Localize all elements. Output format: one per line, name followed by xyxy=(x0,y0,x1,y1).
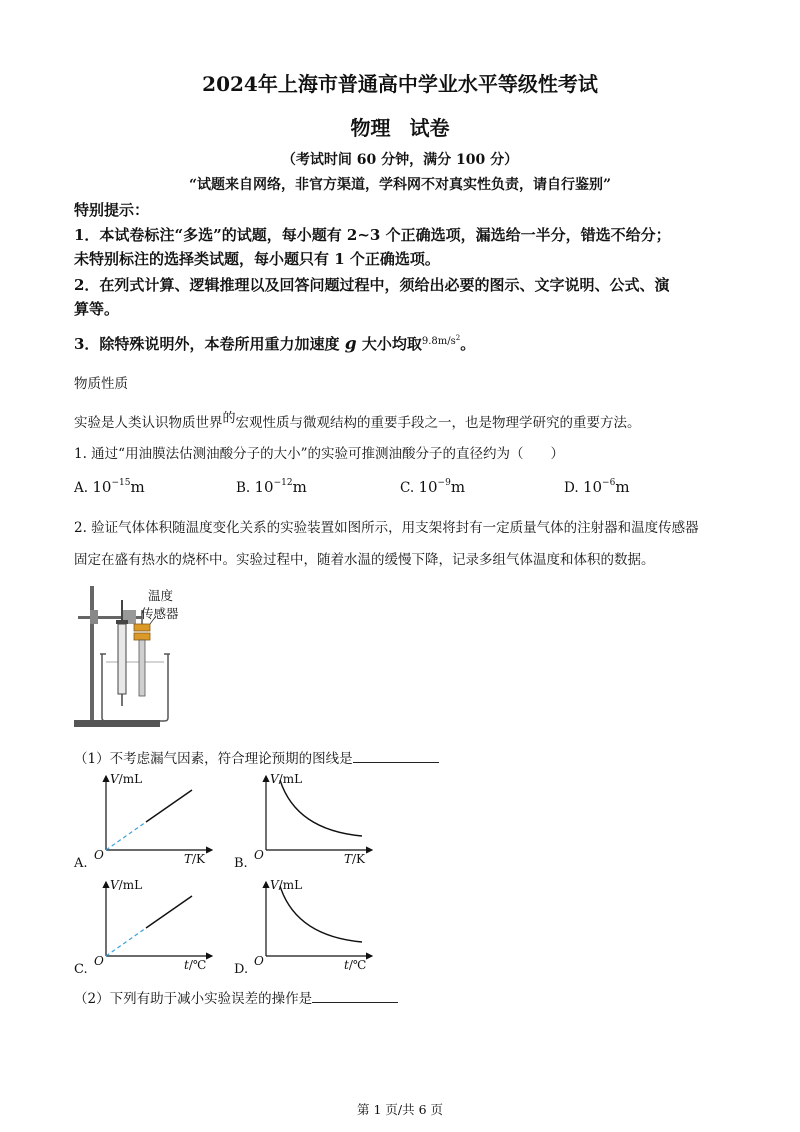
graph-a-y-label: V/mL xyxy=(110,772,143,786)
graph-c-origin: O xyxy=(94,954,104,968)
data-line xyxy=(146,790,192,822)
graph-option-d[interactable] xyxy=(234,876,384,978)
notice-item-2-line-2: 算等。 xyxy=(74,300,120,318)
beaker xyxy=(102,654,168,721)
graph-c-y-label: V/mL xyxy=(110,878,143,892)
page-footer: 第 1 页/共 6 页 xyxy=(356,1102,443,1117)
notice-item-1-line-2: 未特别标注的选择类试题，每小题只有 1 个正确选项。 xyxy=(74,250,440,268)
q2-stem-line-2: 固定在盛有热水的烧杯中。实验过程中，随着水温的缓慢下降，记录多组气体温度和体积的数据。 xyxy=(74,552,655,568)
temperature-sensor xyxy=(134,624,150,631)
notice-item-2-line-1: 2．在列式计算、逻辑推理以及回答问题过程中，须给出必要的图示、文字说明、公式、演 xyxy=(74,276,670,294)
graph-b-y-label: V/mL xyxy=(270,772,303,786)
exam-time-info: （考试时间 60 分钟，满分 100 分） xyxy=(281,152,519,168)
graph-b-letter: B. xyxy=(234,856,248,871)
source-disclaimer: “试题来自网络，非官方渠道，学科网不对真实性负责，请自行鉴别” xyxy=(188,177,612,193)
q1-option-c[interactable]: C. $10^{-9}m$ xyxy=(400,478,466,496)
section-intro: 实验是人类认识物质世界的宏观性质与微观结构的重要手段之一，也是物理学研究的重要方法。 xyxy=(74,411,641,431)
section-title: 物质性质 xyxy=(74,376,128,392)
q2-stem-line-1: 2. 验证气体体积随温度变化关系的实验装置如图所示，用支架将封有一定质量气体的注射器和温度传感器 xyxy=(74,520,699,536)
stand-rod xyxy=(90,586,94,720)
graph-d-x-label: t/℃ xyxy=(344,958,367,972)
hyperbola-curve xyxy=(280,780,362,836)
q2-sub2: （2）下列有助于减小实验误差的操作是 xyxy=(74,987,398,1007)
q1-stem: 1. 通过“用油膜法估测油酸分子的大小”的实验可推测油酸分子的直径约为（ ） xyxy=(74,446,564,462)
graph-option-a[interactable] xyxy=(74,770,224,872)
graph-option-b[interactable] xyxy=(234,770,384,872)
hyperbola-curve xyxy=(280,886,362,942)
graph-a-x-label: T/K xyxy=(184,852,206,866)
q2-sub1: （1）不考虑漏气因素，符合理论预期的图线是 xyxy=(74,747,439,767)
graph-c-letter: C. xyxy=(74,962,88,977)
notice-heading: 特别提示： xyxy=(74,201,150,219)
graph-a-letter: A. xyxy=(74,856,88,871)
notice-item-3: 3．除特殊说明外，本卷所用重力加速度 g 大小均取$^{9.8m/s^2}$。 xyxy=(74,334,476,354)
q1-option-a[interactable]: A. $10^{-15}m$ xyxy=(74,478,145,496)
graph-b-x-label: T/K xyxy=(344,852,366,866)
answer-blank-2[interactable] xyxy=(312,988,398,1003)
answer-blank-1[interactable] xyxy=(353,748,439,763)
sensor-label-line-1: 温度 xyxy=(148,588,174,603)
graph-d-letter: D. xyxy=(234,962,249,977)
exam-title: 2024年上海市普通高中学业水平等级性考试 xyxy=(202,72,598,96)
graph-a-origin: O xyxy=(94,848,104,862)
extrapolation-dashed-line xyxy=(106,822,146,850)
syringe xyxy=(118,624,126,694)
graph-d-y-label: V/mL xyxy=(270,878,303,892)
graph-d-origin: O xyxy=(254,954,264,968)
q1-option-b[interactable]: B. $10^{-12}m$ xyxy=(236,478,307,496)
graph-c-x-label: t/℃ xyxy=(184,958,207,972)
data-line xyxy=(146,896,192,928)
exam-subtitle: 物理 试卷 xyxy=(350,116,450,140)
extrapolation-dashed-line xyxy=(106,928,146,956)
graph-b-origin: O xyxy=(254,848,264,862)
graph-option-c[interactable] xyxy=(74,876,224,978)
apparatus-figure xyxy=(70,580,200,736)
q1-option-d[interactable]: D. $10^{-6}m$ xyxy=(564,478,630,496)
sensor-label-line-2: 传感器 xyxy=(141,606,179,621)
notice-item-1-line-1: 1．本试卷标注“多选”的试题，每小题有 2~3 个正确选项，漏选给一半分，错选不给分； xyxy=(74,226,671,244)
